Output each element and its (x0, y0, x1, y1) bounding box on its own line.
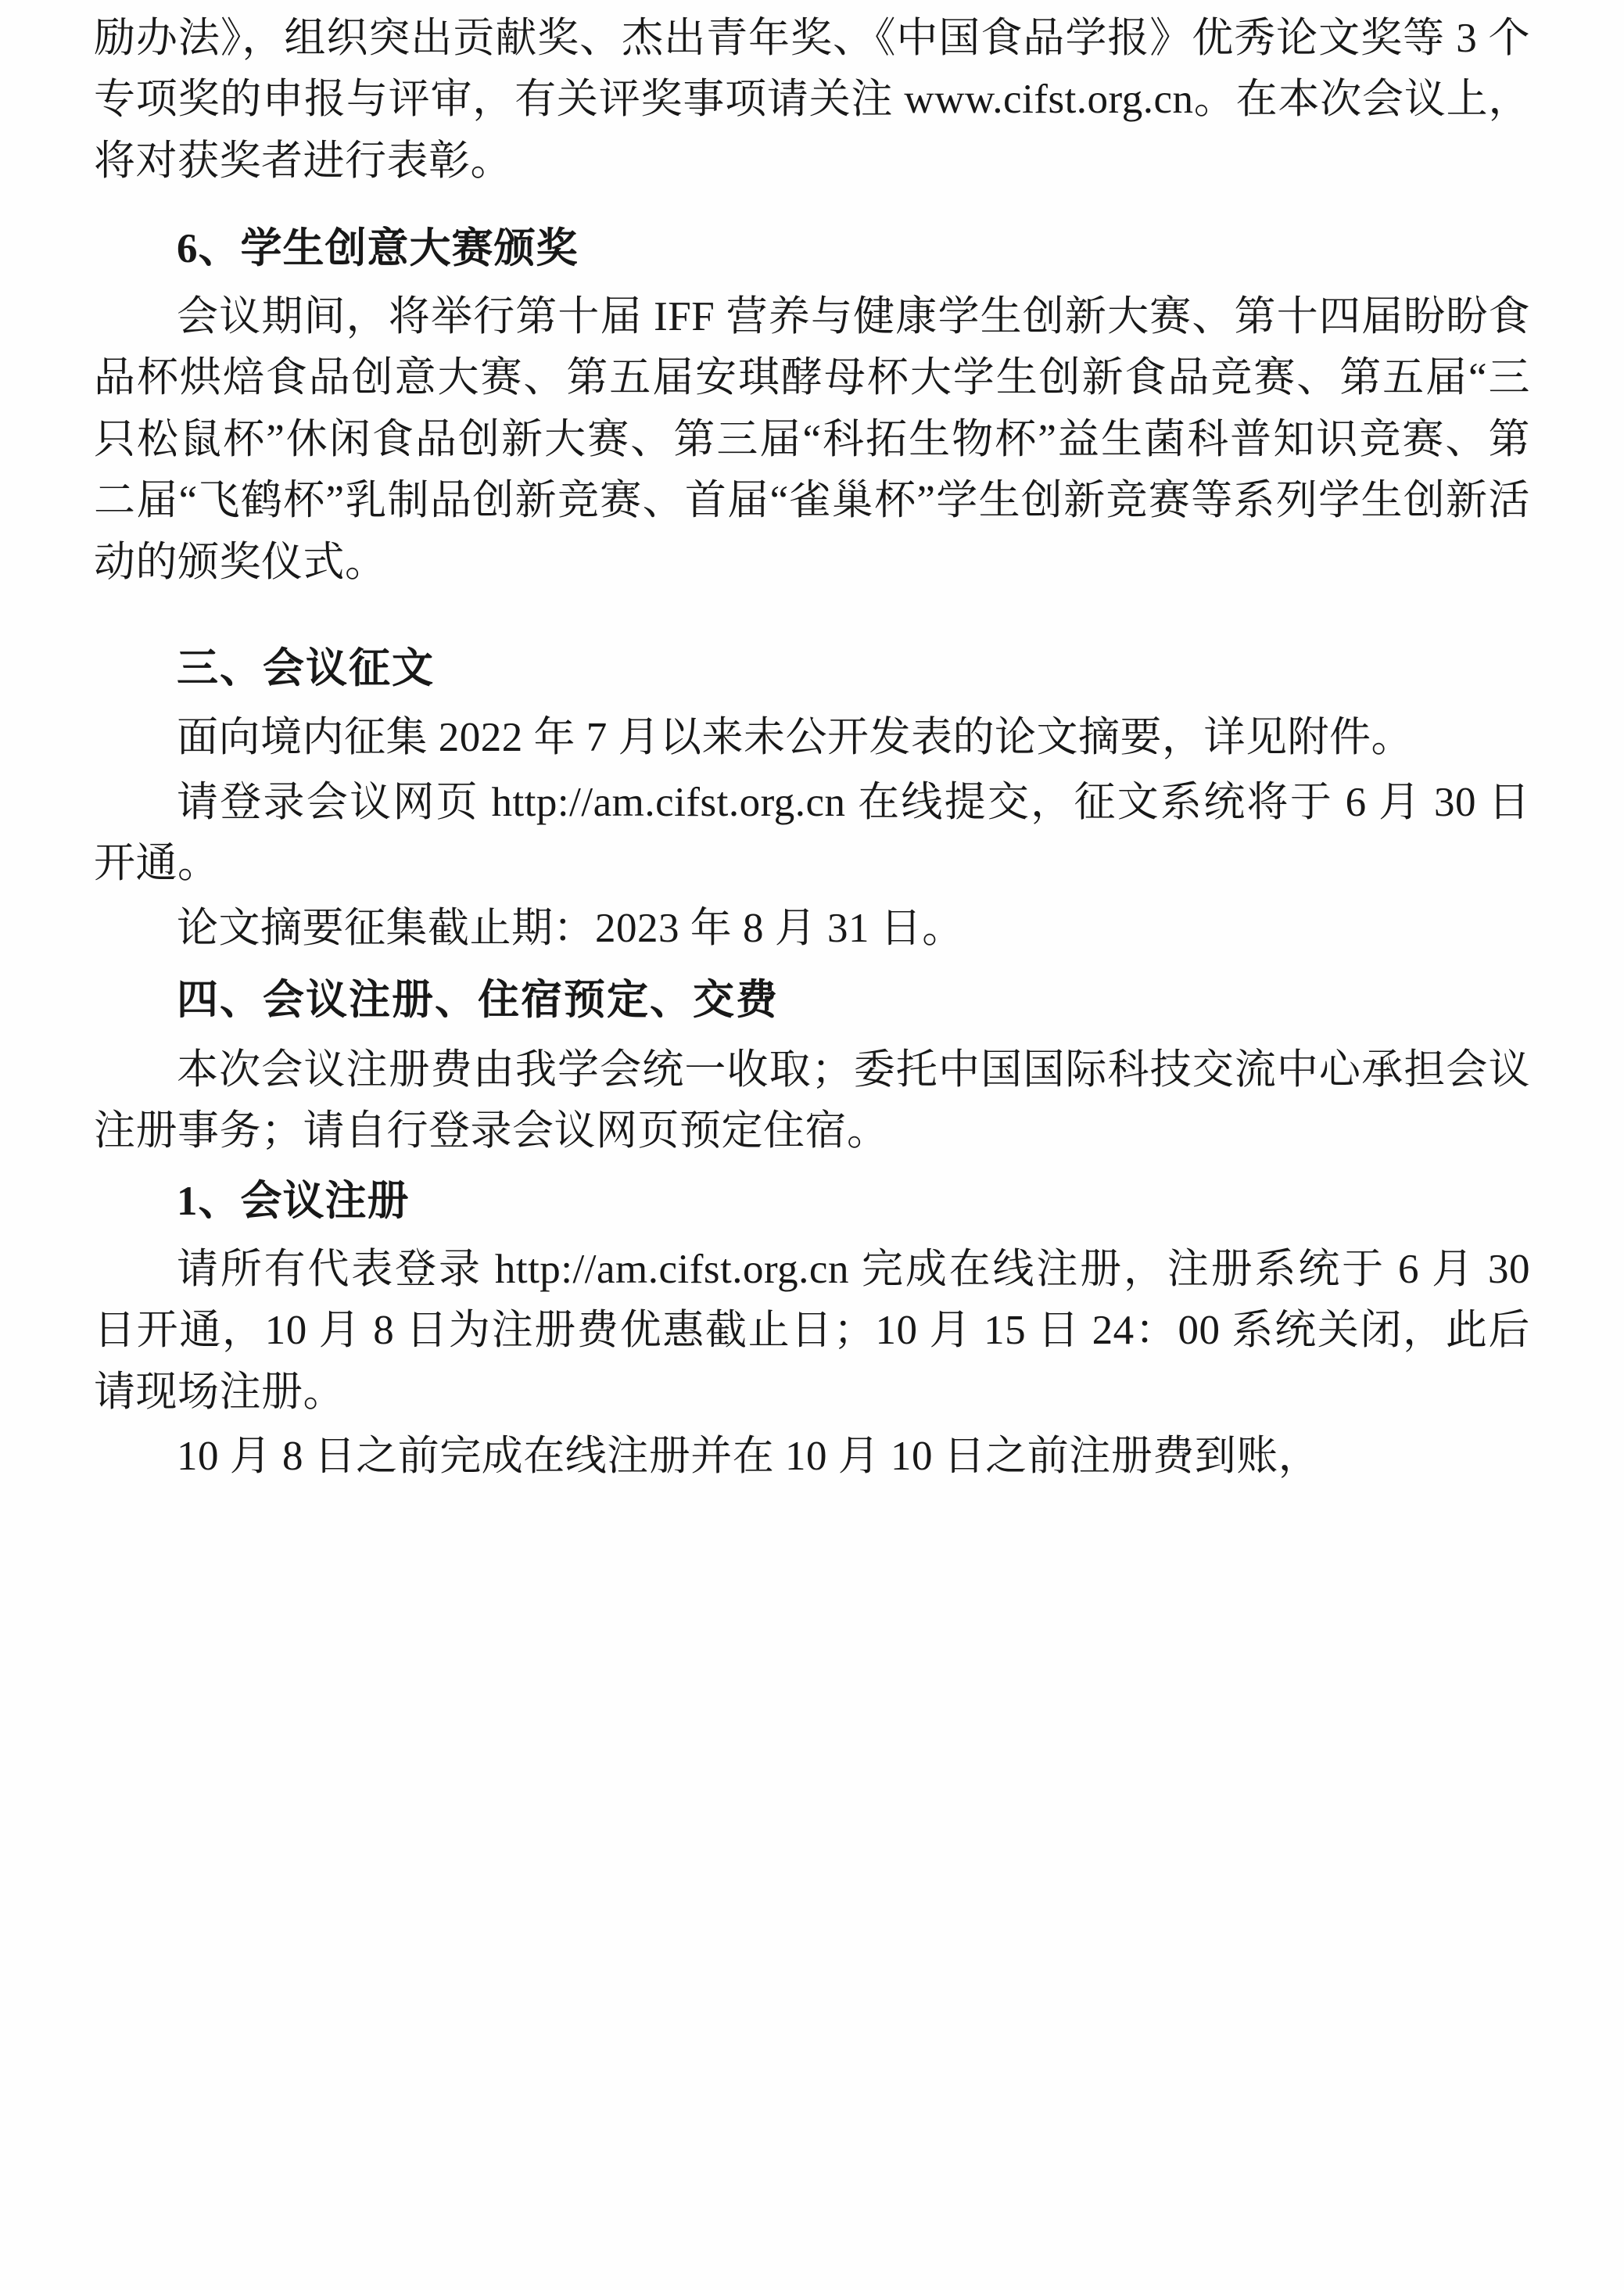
heading-section-four: 四、会议注册、住宿预定、交费 (177, 978, 779, 1024)
spacer (94, 596, 1530, 627)
document-body (94, 8, 1530, 1488)
paragraph-student-contests: 会议期间，将举行第十届 IFF 营养与健康学生创新大赛、第十四届盼盼食品杯烘焙食品创意大赛、第五届安琪酵母杯大学生创新食品竞赛、第五届“三只松鼠杯”休闲食品创新大赛、第三届“科拓生物杯”益生菌科普知识竞赛、第二届“飞鹤杯”乳制品创新竞赛、首届“雀巢杯”学生创新竞赛等系列学生创新活动的颁奖仪式。 (94, 293, 1530, 585)
spacer (94, 195, 1530, 209)
paragraph-call-for-papers: 面向境内征集 2022 年 7 月以来未公开发表的论文摘要，详见附件。 (177, 715, 1413, 761)
paragraph-awards-continued: 励办法》，组织突出贡献奖、杰出青年奖、《中国食品学报》优秀论文奖等 3 个专项奖的申报与评审，有关评奖事项请关注 www.cifst.org.cn。在本次会议上，将对获奖者进行表彰。 (94, 16, 1530, 184)
paragraph-registration-fee-intro: 本次会议注册费由我学会统一收取；委托中国国际科技交流中心承担会议注册事务；请自行登录会议网页预定住宿。 (94, 1046, 1530, 1154)
paragraph-registration-detail: 请所有代表登录 http://am.cifst.org.cn 完成在线注册，注册系统于 6 月 30 日开通，10 月 8 日为注册费优惠截止日；10 月 15 日 24：00 系统关闭，此后请现场注册。 (94, 1246, 1530, 1415)
paragraph-abstract-deadline: 论文摘要征集截止期：2023 年 8 月 31 日。 (177, 905, 964, 951)
paragraph-early-payment: 10 月 8 日之前完成在线注册并在 10 月 10 日之前注册费到账， (177, 1434, 1321, 1480)
paragraph-submission-site: 请登录会议网页 http://am.cifst.org.cn 在线提交，征文系统将于 6 月 30 日开通。 (94, 779, 1530, 887)
subheading-student-contest-award: 6、学生创意大赛颁奖 (177, 226, 579, 272)
heading-section-three: 三、会议征文 (177, 645, 435, 691)
subheading-registration: 1、会议注册 (177, 1179, 410, 1225)
